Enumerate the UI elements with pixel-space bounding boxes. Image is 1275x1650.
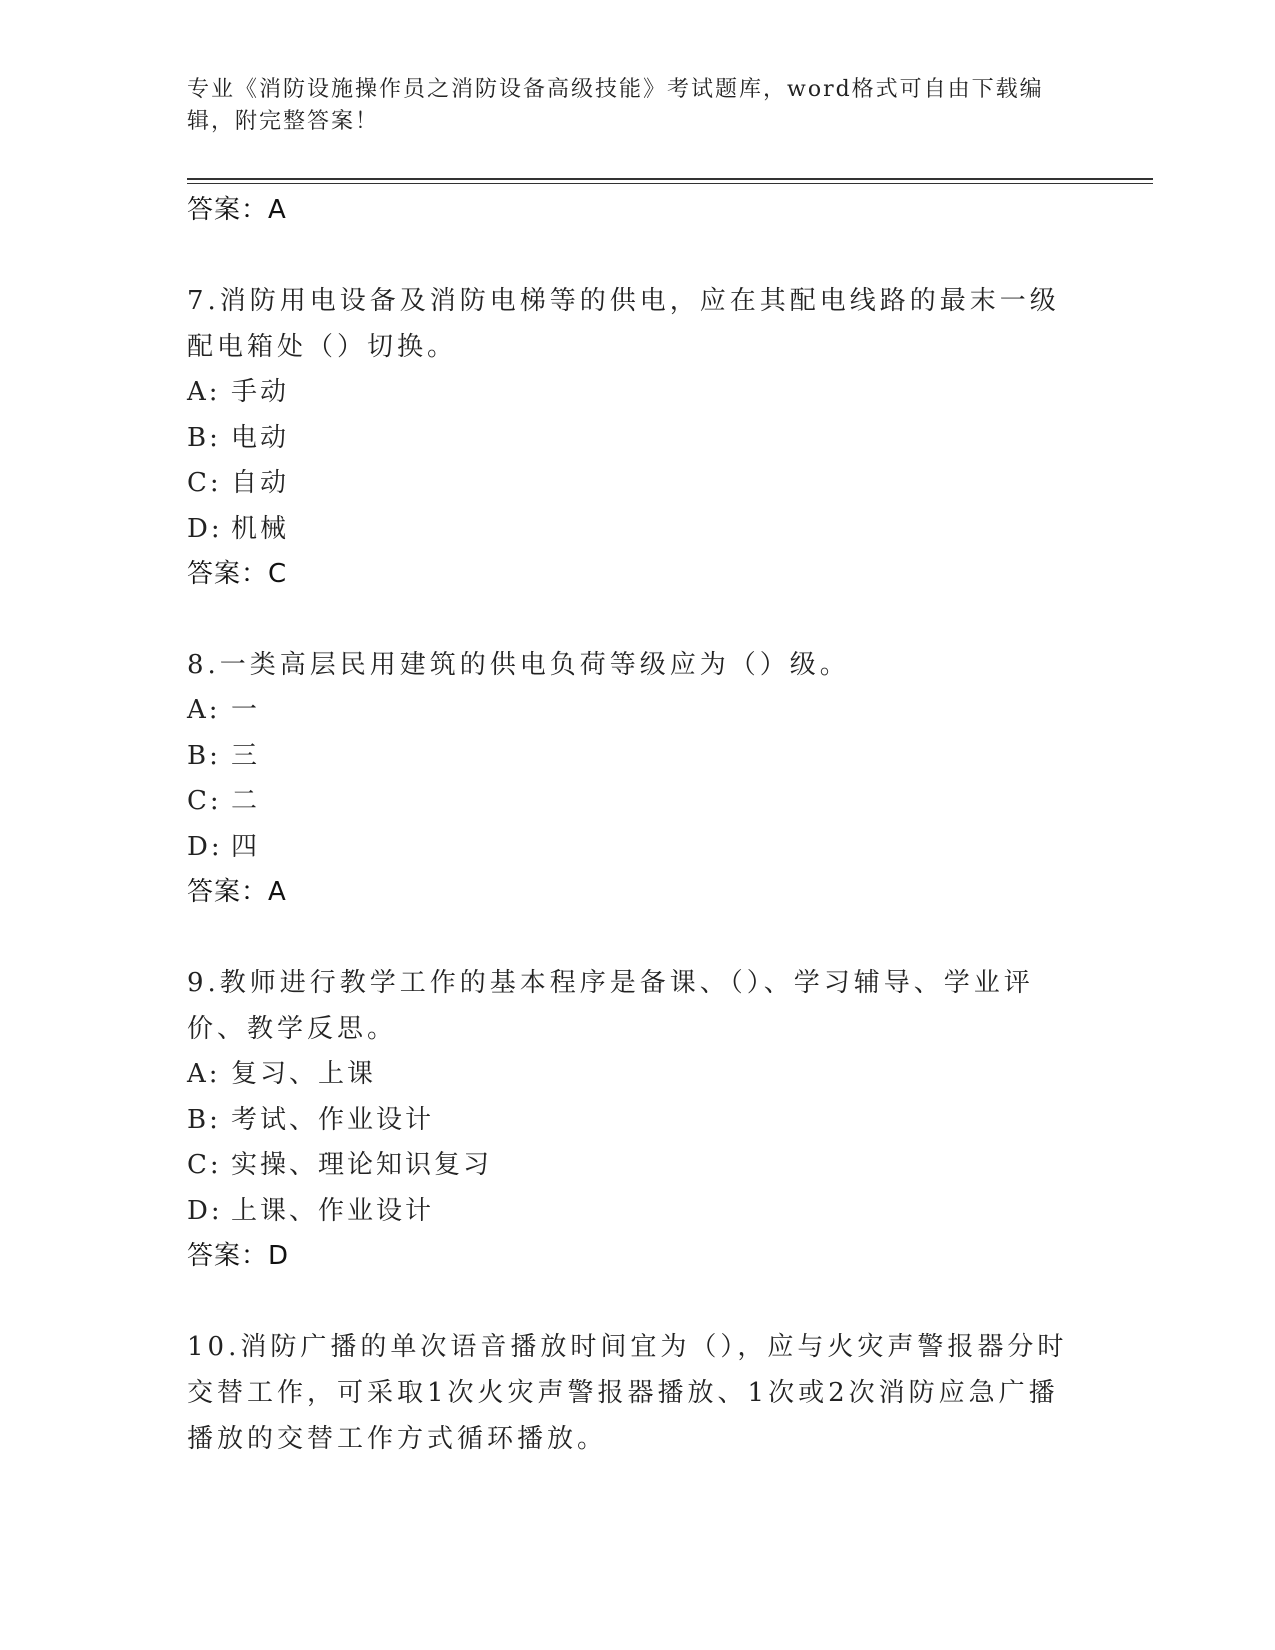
- question-stem: 8.一类高层民用建筑的供电负荷等级应为（）级。: [187, 650, 850, 680]
- option-text: 手动: [231, 377, 290, 407]
- option-text: 四: [231, 831, 261, 862]
- option-letter: B:: [187, 1104, 221, 1135]
- option-c: [187, 779, 1087, 825]
- option-letter: C:: [187, 786, 222, 816]
- option-c: [187, 461, 1087, 507]
- option-a: [187, 688, 1087, 734]
- document-intro: 专业《消防设施操作员之消防设备高级技能》考试题库，word格式可自由下载编辑，附完整答案！: [187, 77, 1044, 134]
- header-divider-thin: [187, 183, 1153, 184]
- question-10: [187, 1324, 1087, 1462]
- answer-line: 答案：A: [187, 877, 287, 907]
- option-a: [187, 1052, 1087, 1098]
- option-a: [187, 370, 1087, 416]
- option-b: [187, 734, 1087, 780]
- option-text: 复习、上课: [231, 1059, 377, 1089]
- question-stem: 7.消防用电设备及消防电梯等的供电，应在其配电线路的最末一级配电箱处（）切换。: [187, 286, 1060, 362]
- option-letter: C:: [187, 1150, 222, 1180]
- question-stem: 10.消防广播的单次语音播放时间宜为（），应与火灾声警报器分时交替工作，可采取1次火灾声警报器播放、1次或2次消防应急广播播放的交替工作方式循环播放。: [187, 1332, 1068, 1454]
- question-list: [187, 188, 1087, 1462]
- option-text: 考试、作业设计: [231, 1104, 435, 1135]
- option-text: 二: [231, 786, 261, 816]
- option-text: 自动: [231, 468, 290, 498]
- option-b: [187, 1098, 1087, 1144]
- answer-line: 答案：C: [187, 559, 288, 589]
- answer-line: 答案：A: [187, 195, 287, 225]
- question-8: [187, 642, 1087, 914]
- header-divider: [187, 178, 1153, 180]
- option-letter: A:: [187, 695, 221, 725]
- option-letter: D:: [187, 831, 223, 862]
- option-letter: B:: [187, 422, 221, 453]
- option-letter: A:: [187, 377, 221, 407]
- option-c: [187, 1143, 1087, 1189]
- option-b: [187, 416, 1087, 462]
- answer-line: 答案：D: [187, 1241, 290, 1271]
- option-letter: D:: [187, 1195, 223, 1226]
- option-letter: D:: [187, 513, 223, 544]
- option-d: [187, 1189, 1087, 1235]
- option-text: 机械: [231, 513, 290, 544]
- option-text: 上课、作业设计: [231, 1195, 435, 1226]
- option-letter: B:: [187, 740, 221, 771]
- option-text: 实操、理论知识复习: [231, 1150, 493, 1180]
- option-d: [187, 507, 1087, 553]
- option-d: [187, 825, 1087, 871]
- question-9: [187, 960, 1087, 1278]
- option-text: 一: [231, 695, 261, 725]
- question-7: [187, 278, 1087, 596]
- option-letter: C:: [187, 468, 222, 498]
- question-stem: 9.教师进行教学工作的基本程序是备课、（）、学习辅导、学业评价、教学反思。: [187, 968, 1034, 1044]
- option-text: 电动: [231, 422, 290, 453]
- option-text: 三: [231, 740, 261, 771]
- option-letter: A:: [187, 1059, 221, 1089]
